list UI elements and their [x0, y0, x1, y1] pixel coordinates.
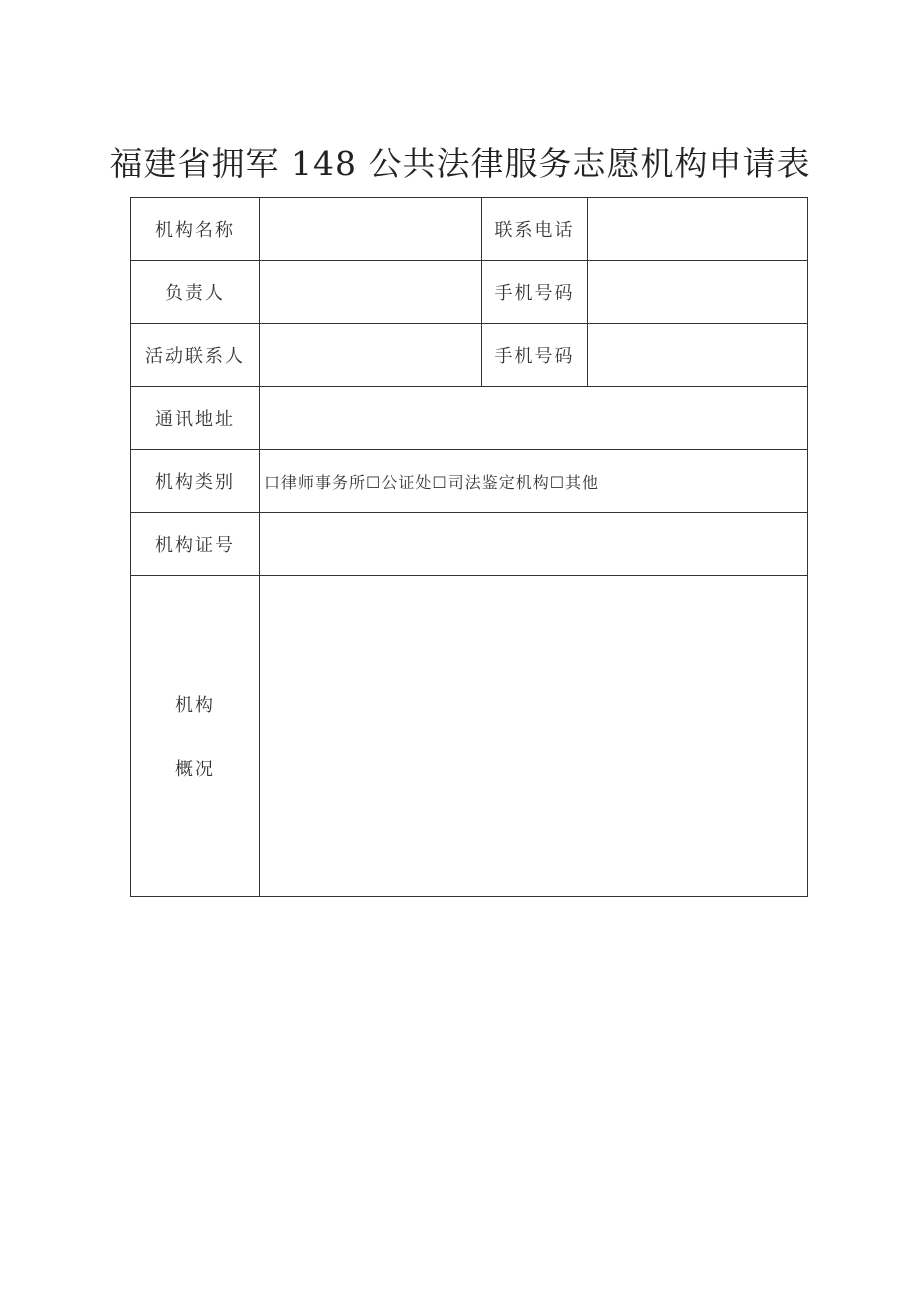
category-label: 机构类别 — [131, 450, 260, 513]
overview-field[interactable] — [260, 576, 808, 897]
overview-label-line1: 机构 — [175, 695, 215, 716]
contact-mobile-field[interactable] — [588, 324, 808, 387]
overview-label-cell — [131, 576, 260, 897]
leader-mobile-field[interactable] — [588, 261, 808, 324]
org-name-field[interactable] — [260, 198, 482, 261]
category-options-cell[interactable] — [260, 450, 808, 513]
phone-label: 联系电话 — [482, 198, 588, 261]
form-title: 福建省拥军 148 公共法律服务志愿机构申请表 — [109, 144, 811, 183]
org-name-label: 机构名称 — [131, 198, 260, 261]
overview-label-line2: 概况 — [175, 759, 215, 780]
contact-field[interactable] — [260, 324, 482, 387]
license-label: 机构证号 — [131, 513, 260, 576]
category-options[interactable]: 口律师事务所☐公证处☐司法鉴定机构☐其他 — [264, 472, 600, 492]
contact-label: 活动联系人 — [131, 324, 260, 387]
application-form-table — [130, 197, 807, 905]
address-field[interactable] — [260, 387, 808, 450]
license-field[interactable] — [260, 513, 808, 576]
contact-mobile-label: 手机号码 — [482, 324, 588, 387]
leader-mobile-label: 手机号码 — [482, 261, 588, 324]
leader-field[interactable] — [260, 261, 482, 324]
address-label: 通讯地址 — [131, 387, 260, 450]
leader-label: 负责人 — [131, 261, 260, 324]
phone-field[interactable] — [588, 198, 808, 261]
